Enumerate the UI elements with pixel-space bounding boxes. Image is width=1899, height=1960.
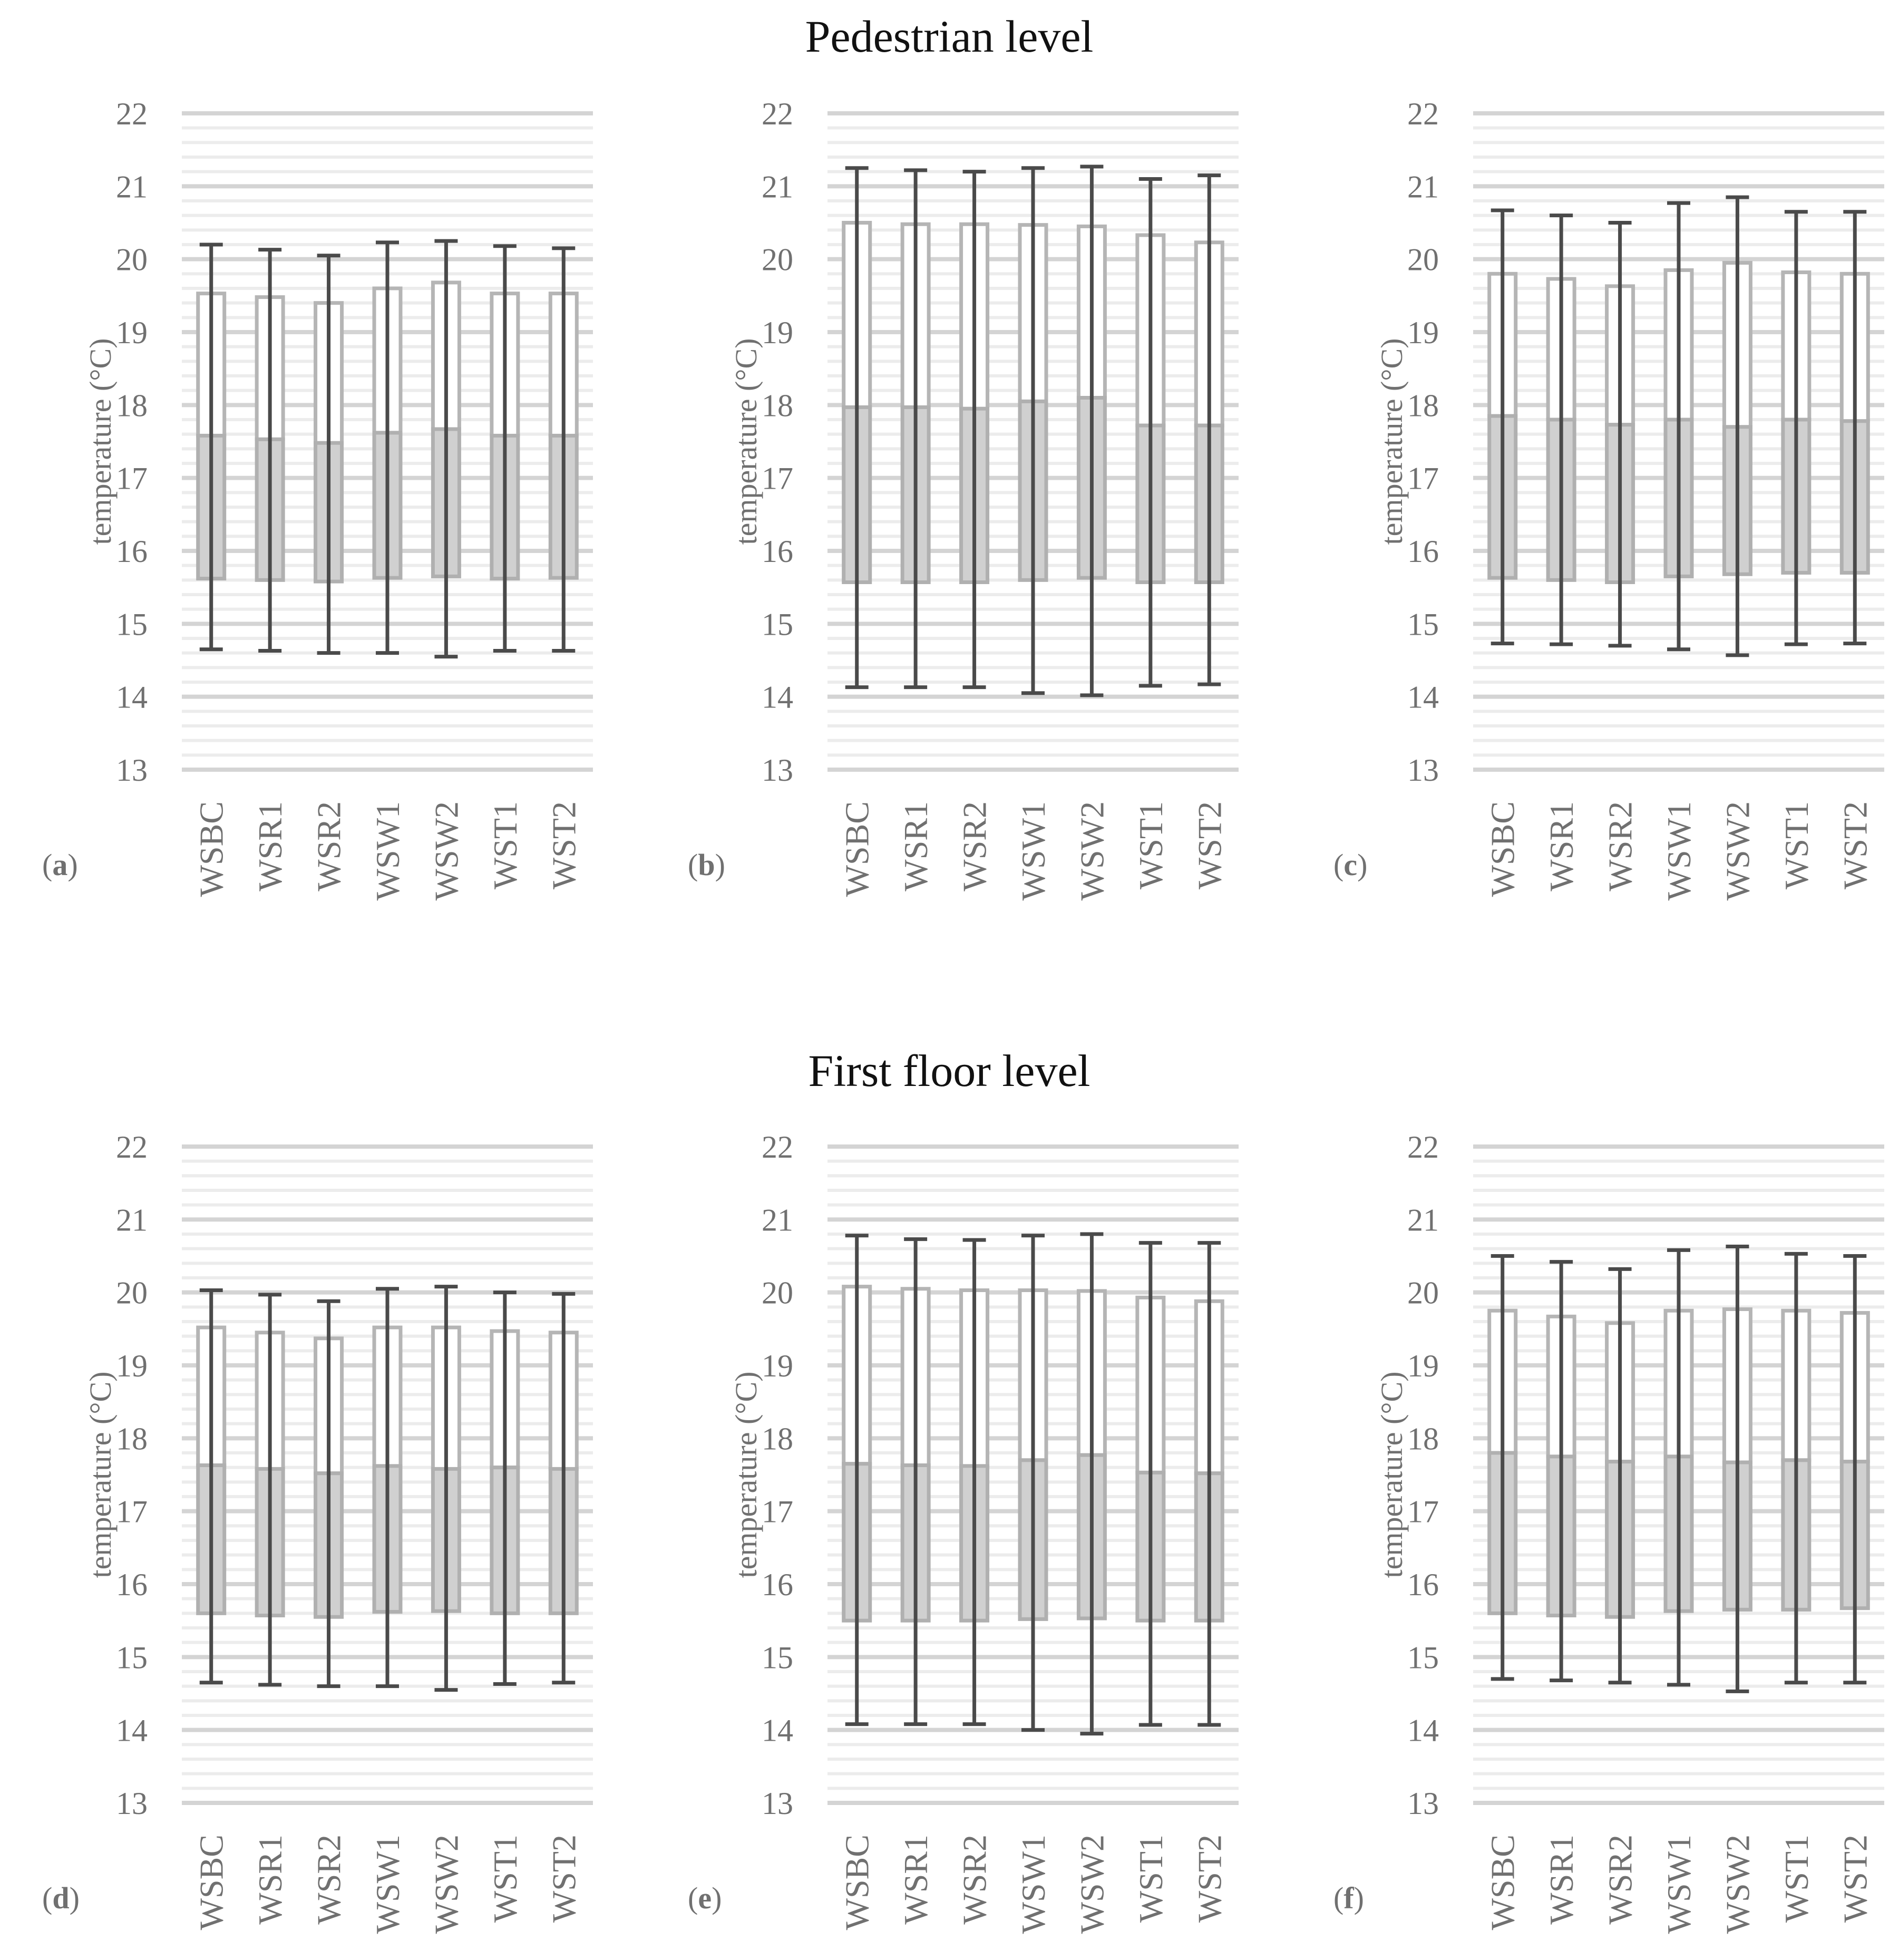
y-tick-label: 20 <box>762 1275 793 1311</box>
y-tick-label: 17 <box>1407 461 1439 496</box>
x-tick-label: WSBC <box>1484 801 1522 897</box>
y-tick-label: 15 <box>762 607 793 642</box>
y-tick-label: 20 <box>1407 1275 1439 1311</box>
y-tick-label: 21 <box>762 169 793 205</box>
y-tick-label: 21 <box>116 1202 148 1238</box>
x-tick-label: WST2 <box>1191 801 1229 890</box>
box-wsr1 <box>1548 1262 1574 1681</box>
panel-label-letter: c <box>1343 848 1358 882</box>
panel-label-letter: a <box>52 848 68 882</box>
y-tick-label: 15 <box>1407 1640 1439 1675</box>
y-tick-label: 13 <box>762 753 793 788</box>
panel-label-paren: ( <box>42 1881 53 1915</box>
y-tick-label: 14 <box>116 1713 148 1748</box>
box-wsw2 <box>1724 197 1750 655</box>
box-wsbc <box>1489 1256 1516 1679</box>
y-tick-label: 21 <box>762 1202 793 1238</box>
x-tick-label: WSBC <box>1484 1835 1522 1930</box>
y-tick-label: 17 <box>762 461 793 496</box>
y-axis-label: temperature (°C) <box>729 338 763 545</box>
panel-label <box>42 848 78 882</box>
panel-label-paren: ) <box>69 1881 80 1915</box>
x-tick-label: WSR2 <box>956 1835 994 1925</box>
x-tick-label: WSW1 <box>1660 1835 1698 1934</box>
box-wsr1 <box>902 1239 929 1724</box>
x-tick-label: WSW1 <box>369 801 406 901</box>
box-wsw1 <box>1020 168 1046 693</box>
box-wsw1 <box>1666 1250 1692 1684</box>
x-tick-label: WSR1 <box>251 1835 289 1925</box>
x-tick-label: WST2 <box>545 801 583 890</box>
x-tick-label: WSR2 <box>310 801 348 891</box>
box-wsw2 <box>1724 1247 1750 1692</box>
y-axis-label: temperature (°C) <box>83 338 118 545</box>
panel-label-letter: e <box>698 1881 712 1915</box>
chart-panels <box>42 96 1884 1934</box>
x-tick-label: WSW1 <box>369 1835 406 1934</box>
y-tick-label: 16 <box>116 1567 148 1602</box>
y-tick-label: 20 <box>116 242 148 277</box>
x-tick-label: WSR2 <box>310 1835 348 1925</box>
panel-label-paren: ) <box>712 1881 722 1915</box>
y-axis-label: temperature (°C) <box>1375 338 1409 545</box>
y-tick-label: 14 <box>1407 680 1439 715</box>
box-wsw1 <box>1666 203 1692 649</box>
y-axis-label: temperature (°C) <box>83 1371 118 1578</box>
y-tick-label: 21 <box>1407 169 1439 205</box>
x-tick-label: WST1 <box>486 801 524 890</box>
y-tick-label: 19 <box>116 1348 148 1383</box>
y-axis-label: temperature (°C) <box>729 1371 763 1578</box>
panel-label-letter: f <box>1343 1881 1354 1915</box>
y-tick-label: 22 <box>1407 96 1439 131</box>
x-tick-label: WSW2 <box>1719 1835 1757 1934</box>
y-tick-label: 13 <box>1407 753 1439 788</box>
panel-label-letter: b <box>698 848 715 882</box>
y-axis-label: temperature (°C) <box>1375 1371 1409 1578</box>
box-wst2 <box>550 1294 577 1682</box>
box-wsr1 <box>257 250 283 651</box>
box-wsr2 <box>1607 223 1633 646</box>
chart-panel-d <box>42 1130 593 1934</box>
box-wsr2 <box>961 1240 988 1724</box>
y-tick-label: 18 <box>116 1421 148 1457</box>
box-wsbc <box>198 245 225 649</box>
y-tick-label: 19 <box>762 315 793 350</box>
y-tick-label: 13 <box>116 753 148 788</box>
y-tick-label: 16 <box>1407 1567 1439 1602</box>
y-tick-label: 18 <box>1407 388 1439 423</box>
panel-label-paren: ( <box>688 848 698 882</box>
y-tick-label: 22 <box>762 96 793 131</box>
x-tick-label: WST2 <box>1836 1835 1874 1923</box>
x-tick-label: WST2 <box>1191 1835 1229 1923</box>
y-tick-label: 18 <box>762 1421 793 1457</box>
panel-label-paren: ) <box>1357 848 1368 882</box>
y-tick-label: 21 <box>116 169 148 205</box>
y-tick-label: 16 <box>1407 534 1439 569</box>
x-tick-label: WST1 <box>1132 1835 1170 1923</box>
x-tick-label: WSR2 <box>1601 801 1639 891</box>
x-tick-label: WSW1 <box>1015 801 1052 901</box>
box-wst1 <box>492 246 518 651</box>
x-tick-label: WSR1 <box>1543 801 1581 891</box>
y-tick-label: 22 <box>762 1130 793 1165</box>
panel-label <box>42 1881 80 1915</box>
box-wst1 <box>1783 1254 1809 1682</box>
x-tick-label: WSBC <box>838 801 876 897</box>
y-tick-label: 15 <box>116 1640 148 1675</box>
x-tick-label: WST1 <box>1777 1835 1815 1923</box>
box-wst2 <box>550 248 577 651</box>
y-tick-label: 22 <box>116 1130 148 1165</box>
y-tick-label: 19 <box>762 1348 793 1383</box>
y-tick-label: 13 <box>116 1786 148 1821</box>
y-tick-label: 18 <box>762 388 793 423</box>
y-tick-label: 15 <box>1407 607 1439 642</box>
y-tick-label: 17 <box>116 1494 148 1529</box>
x-tick-label: WST1 <box>1777 801 1815 890</box>
y-tick-label: 13 <box>1407 1786 1439 1821</box>
y-tick-label: 19 <box>1407 1348 1439 1383</box>
x-tick-label: WST1 <box>486 1835 524 1923</box>
chart-panel-b <box>688 96 1239 900</box>
y-tick-label: 19 <box>116 315 148 350</box>
box-wsbc <box>198 1291 225 1683</box>
panel-label-paren: ) <box>1353 1881 1364 1915</box>
x-tick-label: WSW1 <box>1015 1835 1052 1934</box>
box-wst2 <box>1842 1256 1868 1683</box>
y-tick-label: 21 <box>1407 1202 1439 1238</box>
y-tick-label: 13 <box>762 1786 793 1821</box>
x-tick-label: WSBC <box>838 1835 876 1930</box>
x-tick-label: WSR1 <box>251 801 289 891</box>
section-title-pedestrian: Pedestrian level <box>805 11 1094 62</box>
x-tick-label: WSR1 <box>897 801 935 891</box>
x-tick-label: WSR2 <box>956 801 994 891</box>
x-tick-label: WSR2 <box>1601 1835 1639 1925</box>
x-tick-label: WSW2 <box>1719 801 1757 901</box>
box-wsr1 <box>257 1295 283 1685</box>
x-tick-label: WSW2 <box>1073 801 1111 901</box>
chart-panel-c <box>1333 96 1884 900</box>
box-wsw1 <box>374 242 401 653</box>
panel-label-paren: ( <box>1333 848 1344 882</box>
box-wsbc <box>844 1236 870 1724</box>
chart-panel-f <box>1333 1130 1884 1934</box>
y-tick-label: 17 <box>762 1494 793 1529</box>
y-tick-label: 22 <box>1407 1130 1439 1165</box>
box-wst2 <box>1196 1243 1222 1725</box>
y-tick-label: 16 <box>762 1567 793 1602</box>
box-wsbc <box>1489 210 1516 644</box>
box-wsr1 <box>1548 216 1574 644</box>
y-tick-label: 18 <box>116 388 148 423</box>
y-tick-label: 16 <box>762 534 793 569</box>
panel-label <box>1333 1881 1364 1915</box>
x-tick-label: WSBC <box>192 1835 230 1930</box>
x-tick-label: WSW1 <box>1660 801 1698 901</box>
y-tick-label: 20 <box>762 242 793 277</box>
panel-label-paren: ) <box>67 848 78 882</box>
panel-label-paren: ( <box>688 1881 698 1915</box>
box-wst1 <box>492 1293 518 1684</box>
box-wst1 <box>1137 1243 1164 1725</box>
x-tick-label: WST2 <box>1836 801 1874 890</box>
y-tick-label: 19 <box>1407 315 1439 350</box>
panel-label-paren: ( <box>1333 1881 1344 1915</box>
chart-panel-e <box>688 1130 1239 1934</box>
x-tick-label: WSR1 <box>897 1835 935 1925</box>
panel-label <box>1333 848 1367 882</box>
panel-label-paren: ) <box>715 848 725 882</box>
x-tick-label: WSR1 <box>1543 1835 1581 1925</box>
y-tick-label: 15 <box>116 607 148 642</box>
y-tick-label: 14 <box>762 680 793 715</box>
y-tick-label: 20 <box>116 1275 148 1311</box>
box-wsw2 <box>1078 167 1105 695</box>
y-tick-label: 22 <box>116 96 148 131</box>
section-title-first-floor: First floor level <box>808 1045 1090 1096</box>
x-tick-label: WST2 <box>545 1835 583 1923</box>
panel-label-letter: d <box>52 1881 70 1915</box>
y-tick-label: 14 <box>1407 1713 1439 1748</box>
panel-label <box>688 1881 722 1915</box>
x-tick-label: WSW2 <box>427 1835 465 1934</box>
x-tick-label: WSW2 <box>427 801 465 901</box>
panel-label-paren: ( <box>42 848 53 882</box>
panel-label <box>688 848 725 882</box>
box-wsr2 <box>1607 1269 1633 1682</box>
x-tick-label: WSW2 <box>1073 1835 1111 1934</box>
chart-panel-a <box>42 96 593 900</box>
x-tick-label: WSBC <box>192 801 230 897</box>
y-tick-label: 16 <box>116 534 148 569</box>
y-tick-label: 18 <box>1407 1421 1439 1457</box>
y-tick-label: 17 <box>1407 1494 1439 1529</box>
y-tick-label: 17 <box>116 461 148 496</box>
y-tick-label: 14 <box>116 680 148 715</box>
y-tick-label: 15 <box>762 1640 793 1675</box>
y-tick-label: 14 <box>762 1713 793 1748</box>
x-tick-label: WST1 <box>1132 801 1170 890</box>
y-tick-label: 20 <box>1407 242 1439 277</box>
